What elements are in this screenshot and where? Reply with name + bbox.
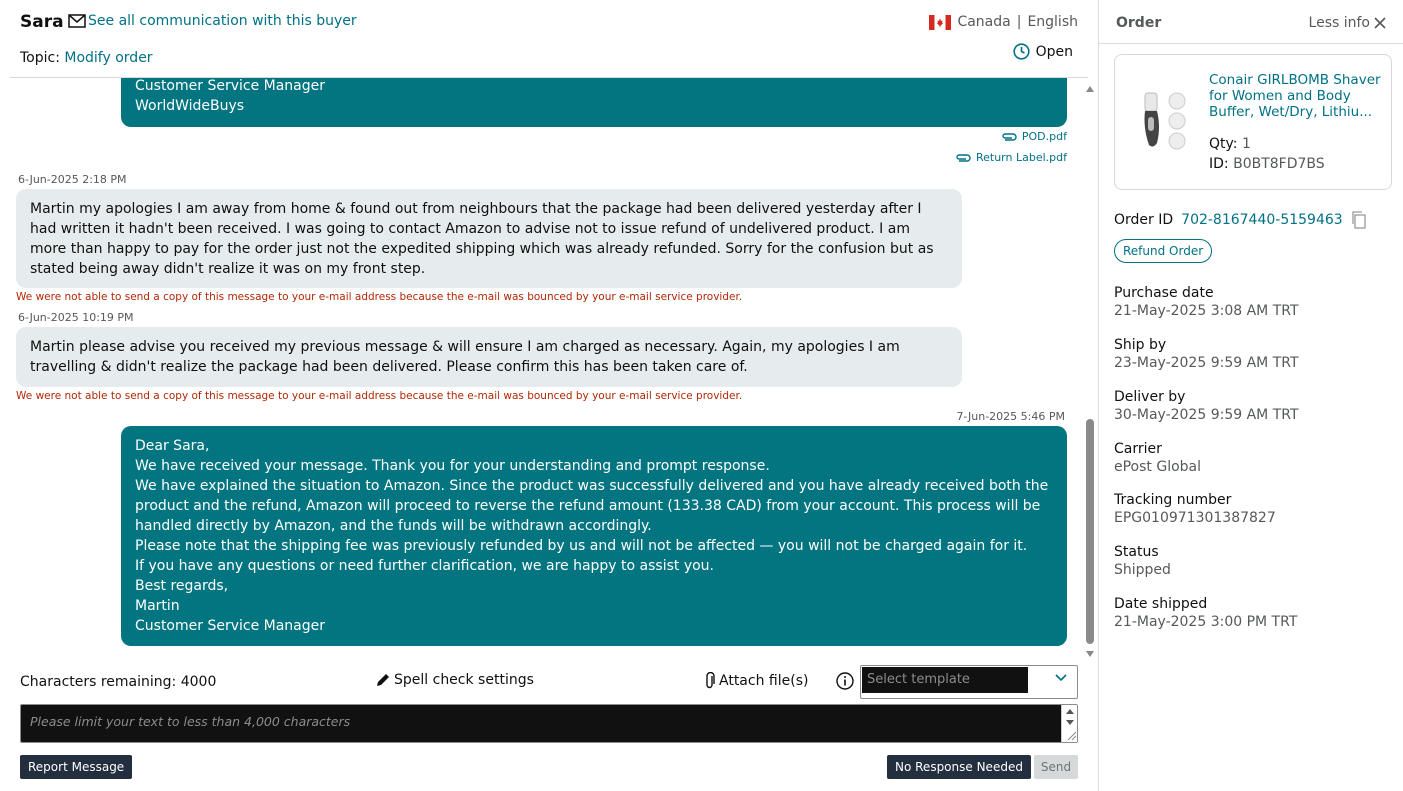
locale-separator: | <box>1016 14 1022 30</box>
id-value: B0BT8FD7BS <box>1233 156 1325 172</box>
topic-value[interactable]: Modify order <box>64 50 153 66</box>
template-select-value: Select template <box>862 667 1028 693</box>
no-response-needed-button[interactable]: No Response Needed <box>887 755 1031 779</box>
incoming-message: Martin my apologies I am away from home & found out from neighbours that the package had been delivered yesterday after I had written it hadn't been received. I was going to contact Amazon to advise not to issue refund of undelivered product. I am more than happy to pay for the order just not the expedited shipping which was already refunded. Sorry for the confusion but as stated being away didn't realize it was on my front step. <box>16 189 962 288</box>
purchase-date <box>1114 285 1299 319</box>
field-label: Date shipped <box>1114 596 1208 612</box>
carrier <box>1114 441 1201 475</box>
bounce-notice: We were not able to send a copy of this message to your e-mail address because the e-mail was bounced by your e-mail service provider. <box>16 291 743 303</box>
attach-files-label: Attach file(s) <box>719 673 809 689</box>
less-info-button[interactable] <box>1309 15 1386 31</box>
field-label: Status <box>1114 544 1159 560</box>
field-label: Purchase date <box>1114 285 1214 301</box>
paperclip-icon <box>954 153 972 163</box>
incoming-message: Martin please advise you received my previous message & will ensure I am charged as necessary. Again, my apologies I am travelling & didn't realize the package had been delivered. Please confirm this has been taken care of. <box>16 327 962 387</box>
copy-icon[interactable] <box>1351 211 1367 229</box>
order-id-link[interactable]: 702-8167440-5159463 <box>1181 212 1343 228</box>
info-icon[interactable] <box>836 672 854 690</box>
product-image[interactable] <box>1135 83 1199 153</box>
field-value: EPG010971301387827 <box>1114 510 1276 526</box>
id-label: ID: <box>1209 156 1229 172</box>
message-line: Please note that the shipping fee was previously refunded by us and will not be affected — you will not be charged again for it. <box>135 538 1028 554</box>
message-timestamp: 6-Jun-2025 10:19 PM <box>18 311 134 324</box>
order-status <box>1114 544 1171 578</box>
field-value: 21-May-2025 3:08 AM TRT <box>1114 303 1299 319</box>
close-icon <box>1374 17 1386 29</box>
attachment-pod[interactable] <box>1000 130 1067 143</box>
mail-icon <box>68 14 86 28</box>
conversation-status <box>1013 43 1073 60</box>
scroll-thumb[interactable] <box>1086 419 1094 644</box>
status-label: Open <box>1035 43 1073 60</box>
pencil-icon <box>375 672 391 688</box>
outgoing-message <box>121 426 1067 646</box>
see-all-communication-label: See all communication with this buyer <box>88 13 357 29</box>
field-value: 30-May-2025 9:59 AM TRT <box>1114 407 1299 423</box>
send-button[interactable]: Send <box>1034 755 1078 779</box>
field-value: Shipped <box>1114 562 1171 578</box>
buyer-locale <box>929 14 1078 30</box>
scroll-up-arrow-icon[interactable] <box>1086 86 1094 92</box>
field-value: 21-May-2025 3:00 PM TRT <box>1114 614 1298 630</box>
chevron-down-icon <box>1055 674 1067 682</box>
outgoing-message <box>121 78 1067 127</box>
less-info-label: Less info <box>1308 15 1370 31</box>
scroll-down-arrow-icon[interactable] <box>1086 651 1094 657</box>
thread-scrollbar[interactable] <box>1085 86 1095 657</box>
message-textarea[interactable] <box>20 704 1078 743</box>
message-line: WorldWideBuys <box>135 98 245 114</box>
message-line: We have explained the situation to Amazon. Since the product was successfully delivered and you have already received both the product and the refund, Amazon will proceed to reverse the refund amount (133.38 CAD) from your account. This process will be handled directly by Amazon, and the funds will be withdrawn accordingly. <box>135 478 1049 534</box>
product-title-link[interactable]: Conair GIRLBOMB Shaver for Women and Body Buffer, Wet/Dry, Lithiu... <box>1209 72 1381 120</box>
topic-label: Topic: <box>20 50 60 66</box>
topic <box>20 50 153 66</box>
order-id <box>1114 211 1367 229</box>
qty-value: 1 <box>1241 136 1251 152</box>
message-timestamp: 7-Jun-2025 5:46 PM <box>956 410 1065 423</box>
field-label: Carrier <box>1114 441 1162 457</box>
field-value: 23-May-2025 9:59 AM TRT <box>1114 355 1299 371</box>
composer-toolbar <box>20 672 1078 698</box>
spell-check-label: Spell check settings <box>394 672 534 688</box>
message-line: Best regards, <box>135 578 229 594</box>
refund-order-button[interactable]: Refund Order <box>1114 239 1212 263</box>
order-id-label: Order ID <box>1114 212 1174 228</box>
attach-files-button[interactable] <box>704 672 808 690</box>
date-shipped <box>1114 596 1297 630</box>
message-line: Customer Service Manager <box>135 618 326 634</box>
message-line: We have received your message. Thank you for your understanding and prompt response. <box>135 458 770 474</box>
attachment-name: Return Label.pdf <box>975 151 1067 164</box>
deliver-by <box>1114 389 1299 423</box>
message-line: Martin <box>135 598 180 614</box>
message-timestamp: 6-Jun-2025 2:18 PM <box>18 173 127 186</box>
product-card <box>1114 54 1392 190</box>
message-line: If you have any questions or need further clarification, we are happy to assist you. <box>135 558 715 574</box>
order-panel <box>1098 0 1403 791</box>
field-label: Deliver by <box>1114 389 1186 405</box>
language-label: English <box>1027 14 1078 30</box>
attachment-return-label[interactable] <box>954 151 1067 164</box>
canada-flag-icon <box>929 15 951 30</box>
order-panel-divider <box>1099 43 1403 44</box>
ship-by <box>1114 337 1299 371</box>
country-label: Canada <box>957 14 1011 30</box>
field-label: Ship by <box>1114 337 1167 353</box>
paperclip-icon <box>704 672 716 690</box>
message-line: Dear Sara, <box>135 438 210 454</box>
paperclip-icon <box>1000 132 1018 142</box>
bounce-notice: We were not able to send a copy of this message to your e-mail address because the e-mail was bounced by your e-mail service provider. <box>16 390 743 402</box>
buyer-name: Sara <box>20 12 64 32</box>
product-quantity <box>1209 136 1251 152</box>
spin-arrows-icon <box>1062 705 1078 742</box>
message-thread[interactable] <box>0 78 1084 658</box>
textarea-placeholder: Please limit your text to less than 4,000 characters <box>30 714 351 729</box>
textarea-scroll-control[interactable] <box>1061 705 1077 742</box>
spell-check-settings-button[interactable] <box>375 672 534 688</box>
template-select[interactable] <box>860 665 1078 699</box>
report-message-button[interactable]: Report Message <box>20 755 132 779</box>
see-all-communication-link[interactable] <box>68 13 357 29</box>
message-line: Customer Service Manager <box>135 78 326 94</box>
product-id <box>1209 156 1325 172</box>
order-panel-title: Order <box>1116 15 1162 31</box>
clock-icon <box>1013 43 1030 60</box>
qty-label: Qty: <box>1209 136 1238 152</box>
characters-remaining: Characters remaining: 4000 <box>20 674 217 690</box>
tracking-number <box>1114 492 1276 526</box>
field-label: Tracking number <box>1114 492 1232 508</box>
field-value: ePost Global <box>1114 459 1202 475</box>
attachment-name: POD.pdf <box>1021 130 1067 143</box>
